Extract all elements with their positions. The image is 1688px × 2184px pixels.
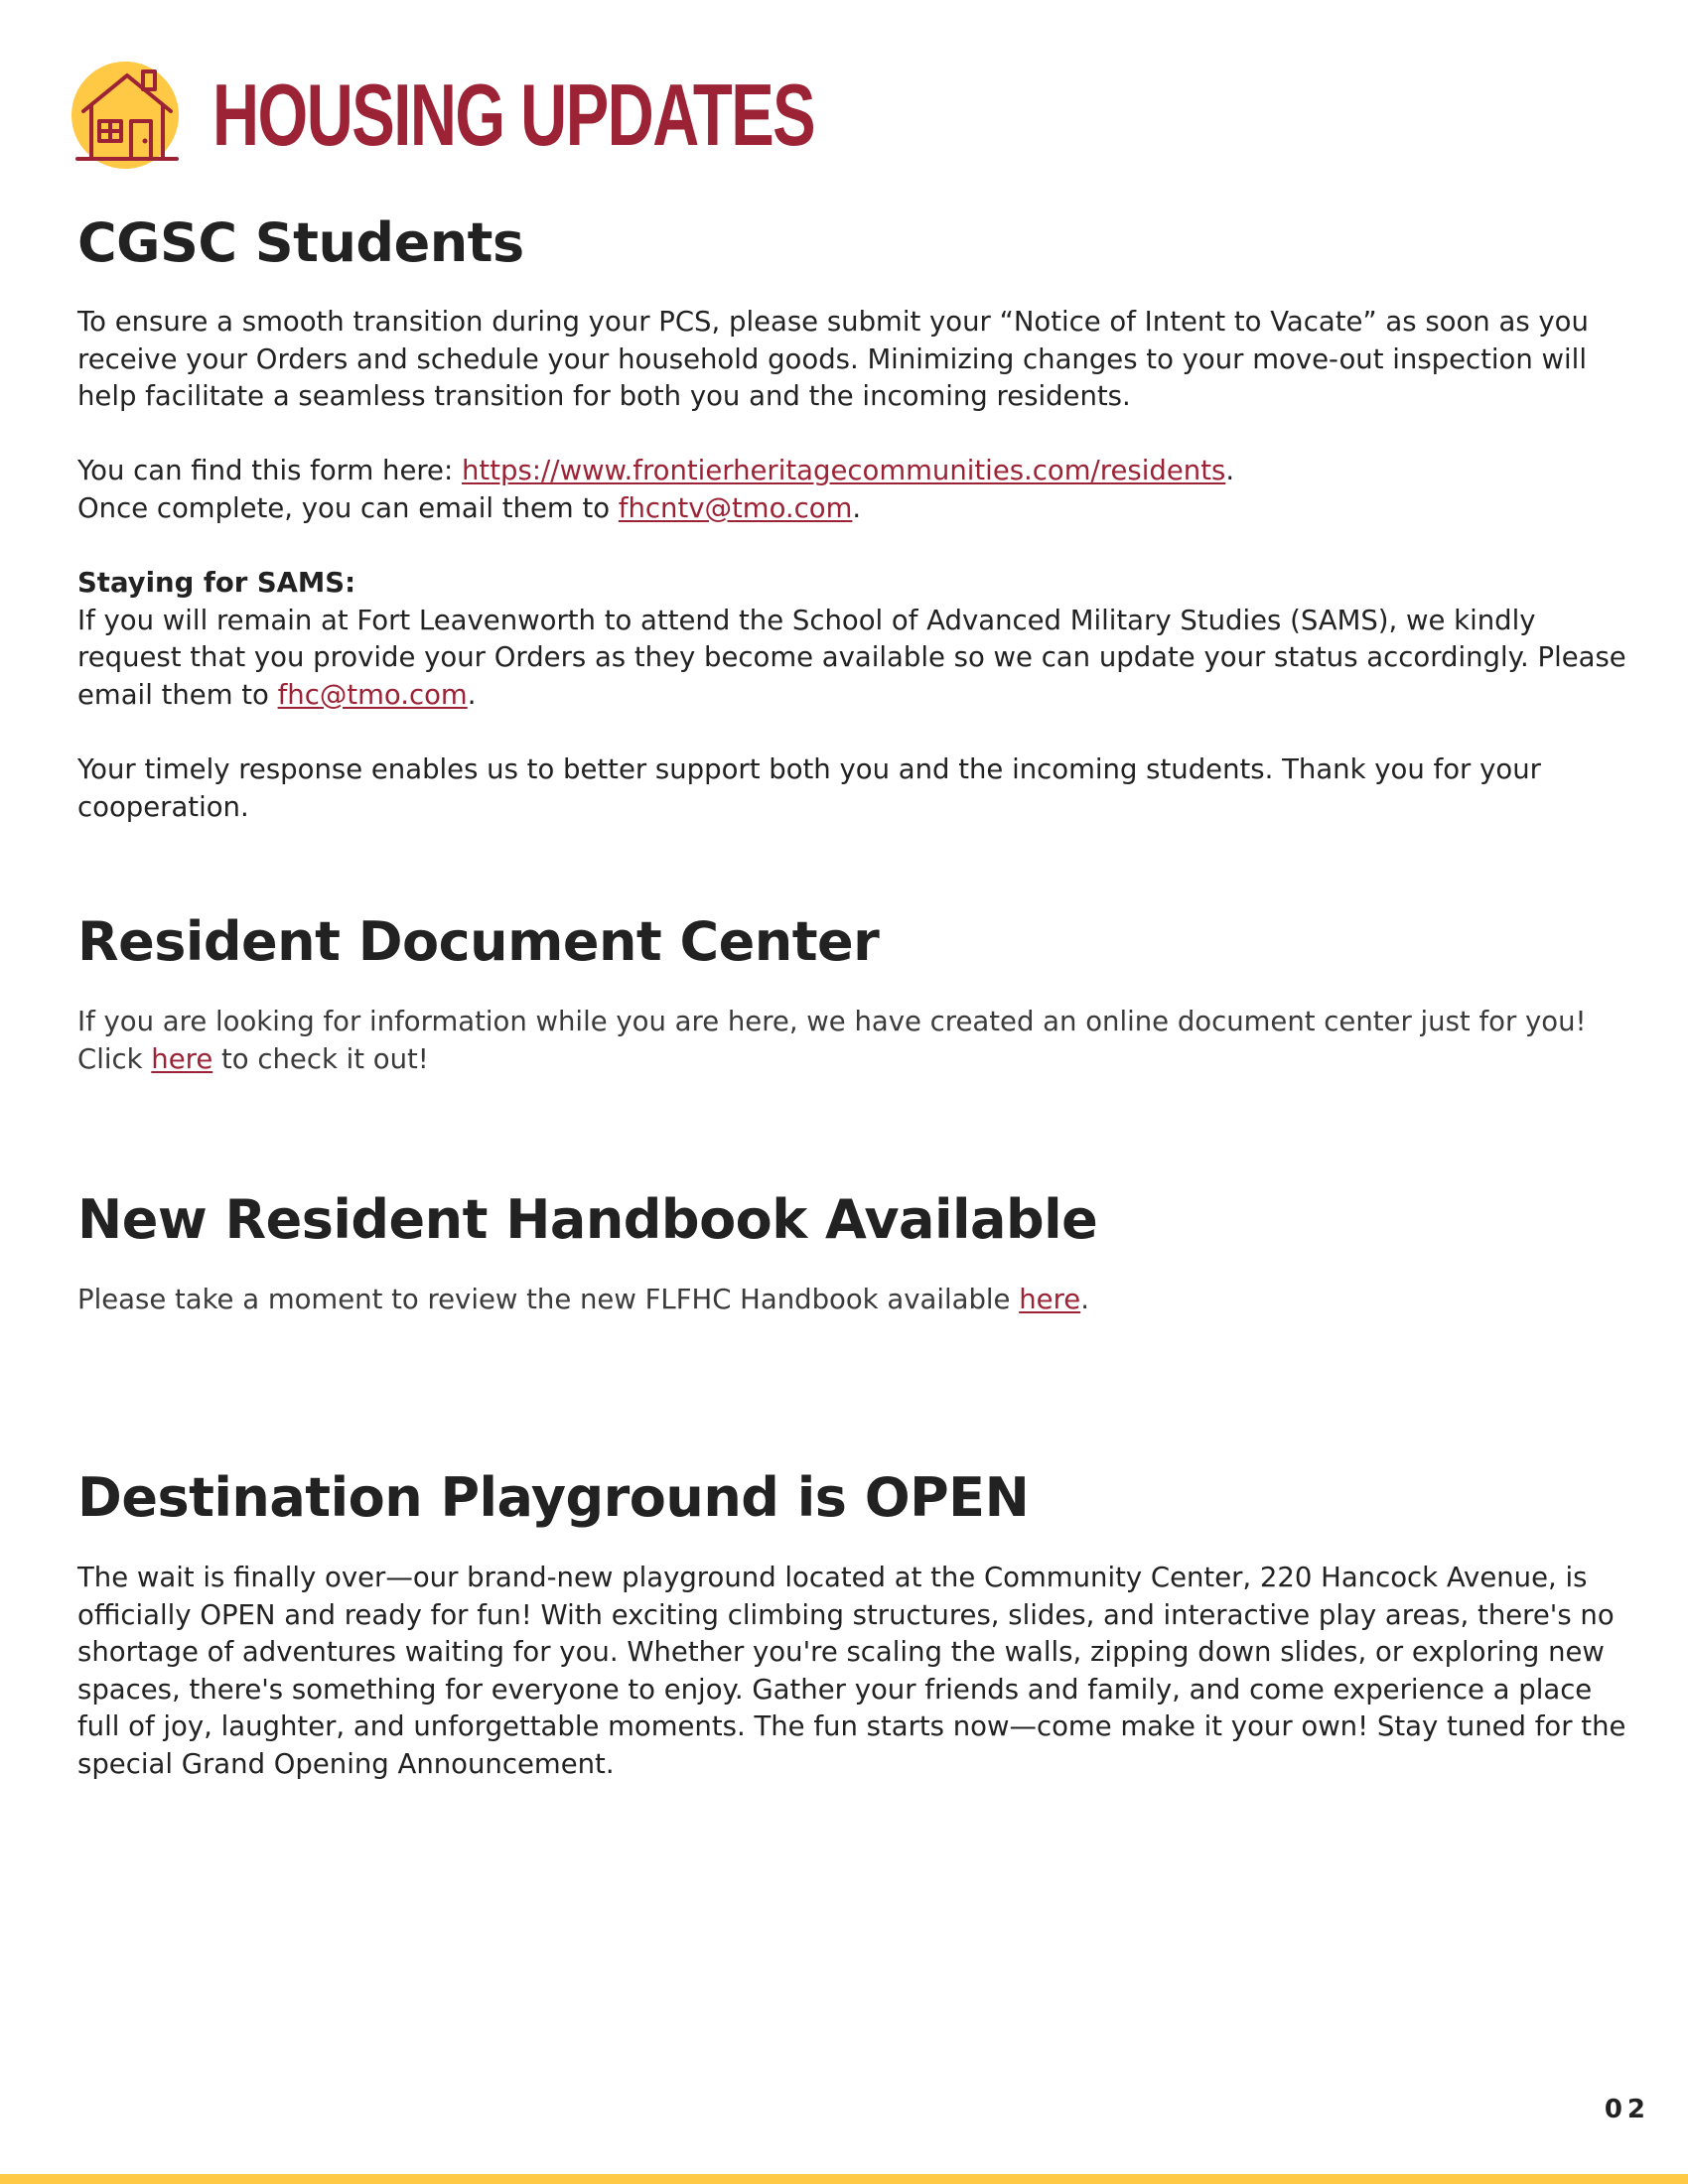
handbook-paragraph [77, 1282, 1626, 1319]
sams-paragraph [77, 565, 1626, 714]
email-line-suffix: . [852, 491, 862, 524]
handbook-suffix: . [1080, 1284, 1089, 1315]
fhc-email-link[interactable]: fhc@tmo.com [277, 678, 468, 711]
handbook-text: Please take a moment to review the new FLFHC Handbook available [77, 1284, 1020, 1315]
sams-text: If you will remain at Fort Leavenworth to attend the School of Advanced Military Studies (SAMS), we kindly request that you provide your Orders as they become available so we can update your status accordingly. Please email them to [77, 604, 1626, 711]
cgsc-closing-paragraph: Your timely response enables us to better support both you and the incoming students. Thank you for your cooperation. [77, 753, 1541, 823]
fhcntv-email-link[interactable]: fhcntv@tmo.com [618, 491, 853, 524]
house-icon [71, 60, 183, 171]
sams-label: Staying for SAMS: [77, 567, 356, 599]
form-link-suffix: . [1225, 455, 1235, 486]
section-heading-cgsc: CGSC Students [77, 211, 524, 274]
document-center-text: If you are looking for information while you are here, we have created an online document center just for you! Click [77, 1006, 1587, 1075]
page-number: 02 [1604, 2095, 1650, 2124]
bottom-accent-bar [0, 2174, 1688, 2184]
page-title: HOUSING UPDATES [212, 66, 815, 164]
playground-paragraph: The wait is finally over—our brand-new playground located at the Community Center, 220 Hancock Avenue, is officially OPEN and ready for fun! With exciting climbing structures, slides, and interactive play areas, there's no shortage of adventures waiting for you. Whether you're scaling the walls, zipping down slides, or exploring new spaces, there's something for everyone to enjoy. Gather your friends and family, and come experience a place full of joy, laughter, and unforgettable moments. The fun starts now—come make it your own! Stay tuned for the special Grand Opening Announcement. [77, 1562, 1626, 1780]
section-heading-playground: Destination Playground is OPEN [77, 1466, 1030, 1529]
section-heading-document-center: Resident Document Center [77, 910, 880, 973]
page-header [71, 58, 1026, 173]
document-center-paragraph [77, 1004, 1626, 1078]
residents-form-link[interactable]: https://www.frontierheritagecommunities.com/residents [462, 455, 1226, 486]
document-center-here-link[interactable]: here [151, 1042, 213, 1075]
email-line-prefix: Once complete, you can email them to [77, 491, 619, 524]
form-link-line [77, 453, 1626, 527]
form-link-prefix: You can find this form here: [77, 455, 462, 486]
document-center-suffix: to check it out! [212, 1042, 429, 1075]
handbook-here-link[interactable]: here [1019, 1284, 1081, 1315]
cgsc-intro-paragraph: To ensure a smooth transition during your PCS, please submit your “Notice of Intent to Vacate” as soon as you receive your Orders and schedule your household goods. Minimizing changes to your move-out inspection will help facilitate a seamless transition for both you and the incoming residents. [77, 306, 1589, 412]
sams-suffix: . [467, 678, 477, 711]
section-heading-handbook: New Resident Handbook Available [77, 1188, 1098, 1251]
